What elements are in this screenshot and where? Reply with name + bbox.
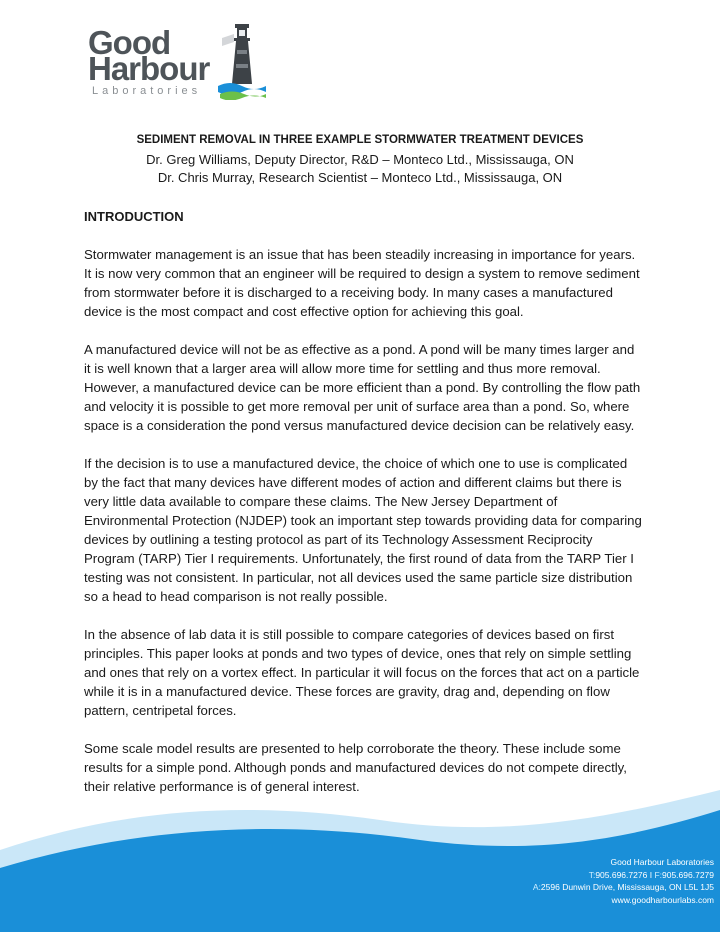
footer-address: 2596 Dunwin Drive, Mississauga, ON L5L 1J5	[540, 882, 714, 892]
paragraph: In the absence of lab data it is still possible to compare categories of devices based on first principles. This paper looks at ponds and two types of device, ones that rely on simple settling and ones that rely on a vortex effect. In particular it will focus on the forces that act on a particle while it is in a manufactured device. These forces are gravity, drag and, depending on flow pattern, centripetal forces.	[84, 627, 640, 718]
company-logo	[88, 22, 268, 102]
author-line-1: Dr. Greg Williams, Deputy Director, R&D – Monteco Ltd., Mississauga, ON	[146, 152, 574, 167]
footer-company: Good Harbour Laboratories	[610, 857, 714, 867]
paragraph: If the decision is to use a manufactured device, the choice of which one to use is complicated by the fact that many devices have different modes of action and different claims but there is very little data available to compare these claims. The New Jersey Department of Environmental Protection (NJDEP) took an important step towards providing data for comparing devices by outlining a testing protocol as part of its Technology Assessment Reciprocity Program (TARP) Tier I requirements. Unfortunately, the first round of data from the TARP Tier I testing was not consistent. In particular, not all devices used the same particle size distribution so a head to head comparison is not really possible.	[84, 456, 642, 604]
paragraph: Some scale model results are presented to help corroborate the theory. These include some results for a simple pond. Although ponds and manufactured devices do not compete directly, their relative performance is of general interest.	[84, 741, 627, 794]
fax-label: F:	[654, 869, 662, 880]
section-heading-introduction: INTRODUCTION	[84, 209, 184, 224]
document-body	[84, 207, 644, 815]
paragraph: A manufactured device will not be as effective as a pond. A pond will be many times larger and it is well known that a larger area will allow more time for settling and thus more removal. However, a manufactured device can be more efficient than a pond. By controlling the flow path and velocity it is possible to get more removal per unit of surface area than a pond. So, where space is a consideration the pond versus manufactured device decision can be relatively easy.	[84, 342, 641, 433]
document-header	[0, 134, 720, 188]
footer-address-line	[533, 881, 714, 894]
footer-separator: I	[649, 869, 653, 880]
logo-word-harbour: Harbour	[88, 50, 210, 87]
paragraph: Stormwater management is an issue that has been steadily increasing in importance for years. It is now very common that an engineer will be required to design a system to remove sediment from stormwater before it is discharged to a receiving body. In many cases a manufactured device is the most compact and cost effective option for achieving this goal.	[84, 247, 640, 319]
footer-fax: 905.696.7279	[662, 869, 714, 880]
logo-word-good: Good	[88, 24, 171, 61]
author-line-2: Dr. Chris Murray, Research Scientist – Monteco Ltd., Mississauga, ON	[157, 170, 563, 185]
logo-tagline: Laboratories	[92, 85, 202, 97]
phone-label: T:	[588, 869, 596, 880]
lighthouse-icon	[218, 22, 266, 100]
document-title: SEDIMENT REMOVAL IN THREE EXAMPLE STORMWATER TREATMENT DEVICES	[136, 134, 584, 146]
footer-phone: 905.696.7276	[595, 869, 648, 880]
address-label: A:	[532, 882, 541, 892]
footer-phone-line	[533, 869, 714, 882]
footer-website-link[interactable]: www.goodharbourlabs.com	[611, 894, 714, 905]
footer-contact	[533, 856, 714, 906]
